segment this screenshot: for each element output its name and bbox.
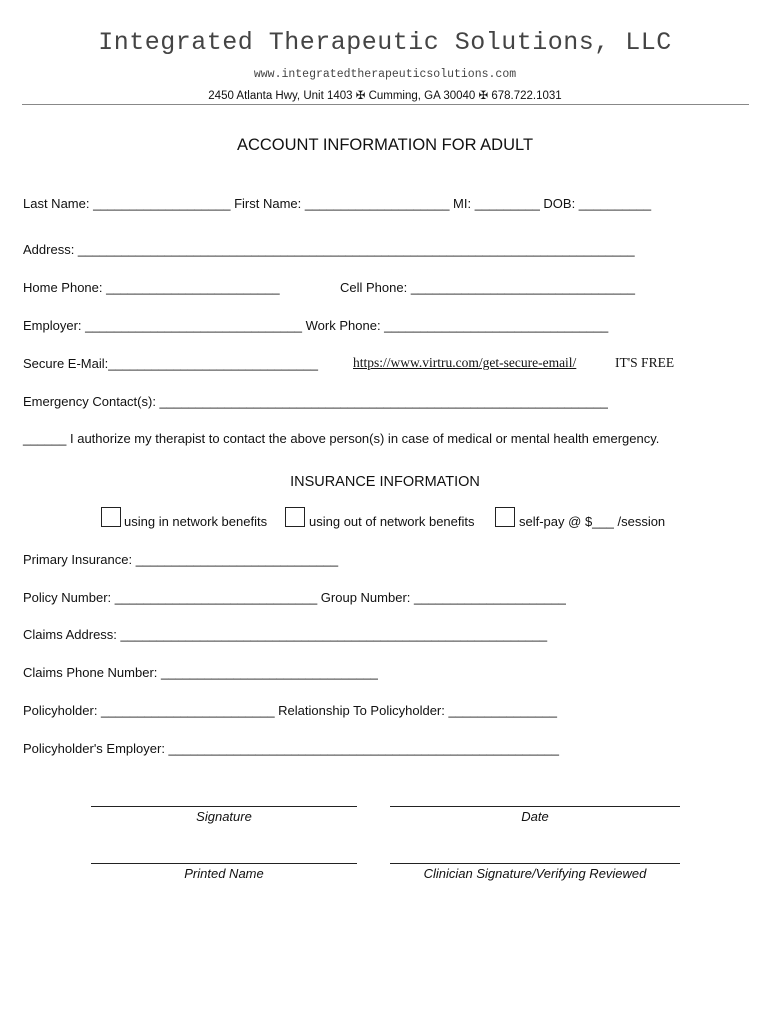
address-line[interactable]: Address: _____________________________________________________________________________	[23, 242, 635, 257]
date-line[interactable]	[390, 806, 680, 807]
self-pay-checkbox[interactable]	[495, 507, 515, 527]
authorize-line[interactable]: ______ I authorize my therapist to contact the above person(s) in case of medical or mental health emergency.	[23, 431, 660, 446]
policyholder-employer-line[interactable]: Policyholder's Employer: ______________________________________________________	[23, 741, 559, 756]
in-network-label: using in network benefits	[124, 514, 268, 529]
secure-email-note: IT'S FREE	[615, 355, 675, 370]
claims-address-line[interactable]: Claims Address: ___________________________________________________________	[23, 627, 548, 642]
clinician-signature-line[interactable]	[390, 863, 680, 864]
home-phone-line[interactable]: Home Phone: ________________________	[23, 280, 280, 295]
cell-phone-line[interactable]: Cell Phone: _______________________________	[340, 280, 635, 295]
claims-phone-line[interactable]: Claims Phone Number: ______________________________	[23, 665, 378, 680]
signature-line[interactable]	[91, 806, 357, 807]
employer-line[interactable]: Employer: ______________________________ Work Phone: _______________________________	[23, 318, 609, 333]
signature-label: Signature	[196, 809, 252, 824]
secure-email-link[interactable]: https://www.virtru.com/get-secure-email/	[353, 355, 577, 370]
header-divider	[22, 104, 749, 105]
primary-insurance-line[interactable]: Primary Insurance: ____________________________	[23, 552, 339, 567]
printed-name-label: Printed Name	[184, 866, 264, 881]
company-website[interactable]: www.integratedtherapeuticsolutions.com	[253, 68, 517, 81]
company-name: Integrated Therapeutic Solutions, LLC	[98, 28, 672, 57]
out-of-network-checkbox[interactable]	[285, 507, 305, 527]
company-address: 2450 Atlanta Hwy, Unit 1403 ✠ Cumming, GA 30040 ✠ 678.722.1031	[208, 90, 562, 102]
secure-email-line[interactable]: Secure E-Mail:_____________________________	[23, 356, 318, 371]
emergency-contact-line[interactable]: Emergency Contact(s): ______________________________________________________________	[23, 394, 608, 409]
policyholder-line[interactable]: Policyholder: ________________________ Relationship To Policyholder: _______________	[23, 703, 557, 718]
form-title: ACCOUNT INFORMATION FOR ADULT	[236, 136, 534, 154]
out-of-network-label: using out of network benefits	[309, 514, 475, 529]
date-label: Date	[521, 809, 549, 824]
self-pay-label[interactable]: self-pay @ $___ /session	[519, 514, 666, 529]
insurance-title: INSURANCE INFORMATION	[290, 474, 480, 490]
printed-name-line[interactable]	[91, 863, 357, 864]
policy-group-line[interactable]: Policy Number: ____________________________ Group Number: _____________________	[23, 590, 566, 605]
clinician-signature-label: Clinician Signature/Verifying Reviewed	[423, 866, 647, 881]
in-network-checkbox[interactable]	[101, 507, 121, 527]
name-dob-line[interactable]: Last Name: ___________________ First Name: ____________________ MI: _________ DOB: __________	[23, 196, 652, 211]
